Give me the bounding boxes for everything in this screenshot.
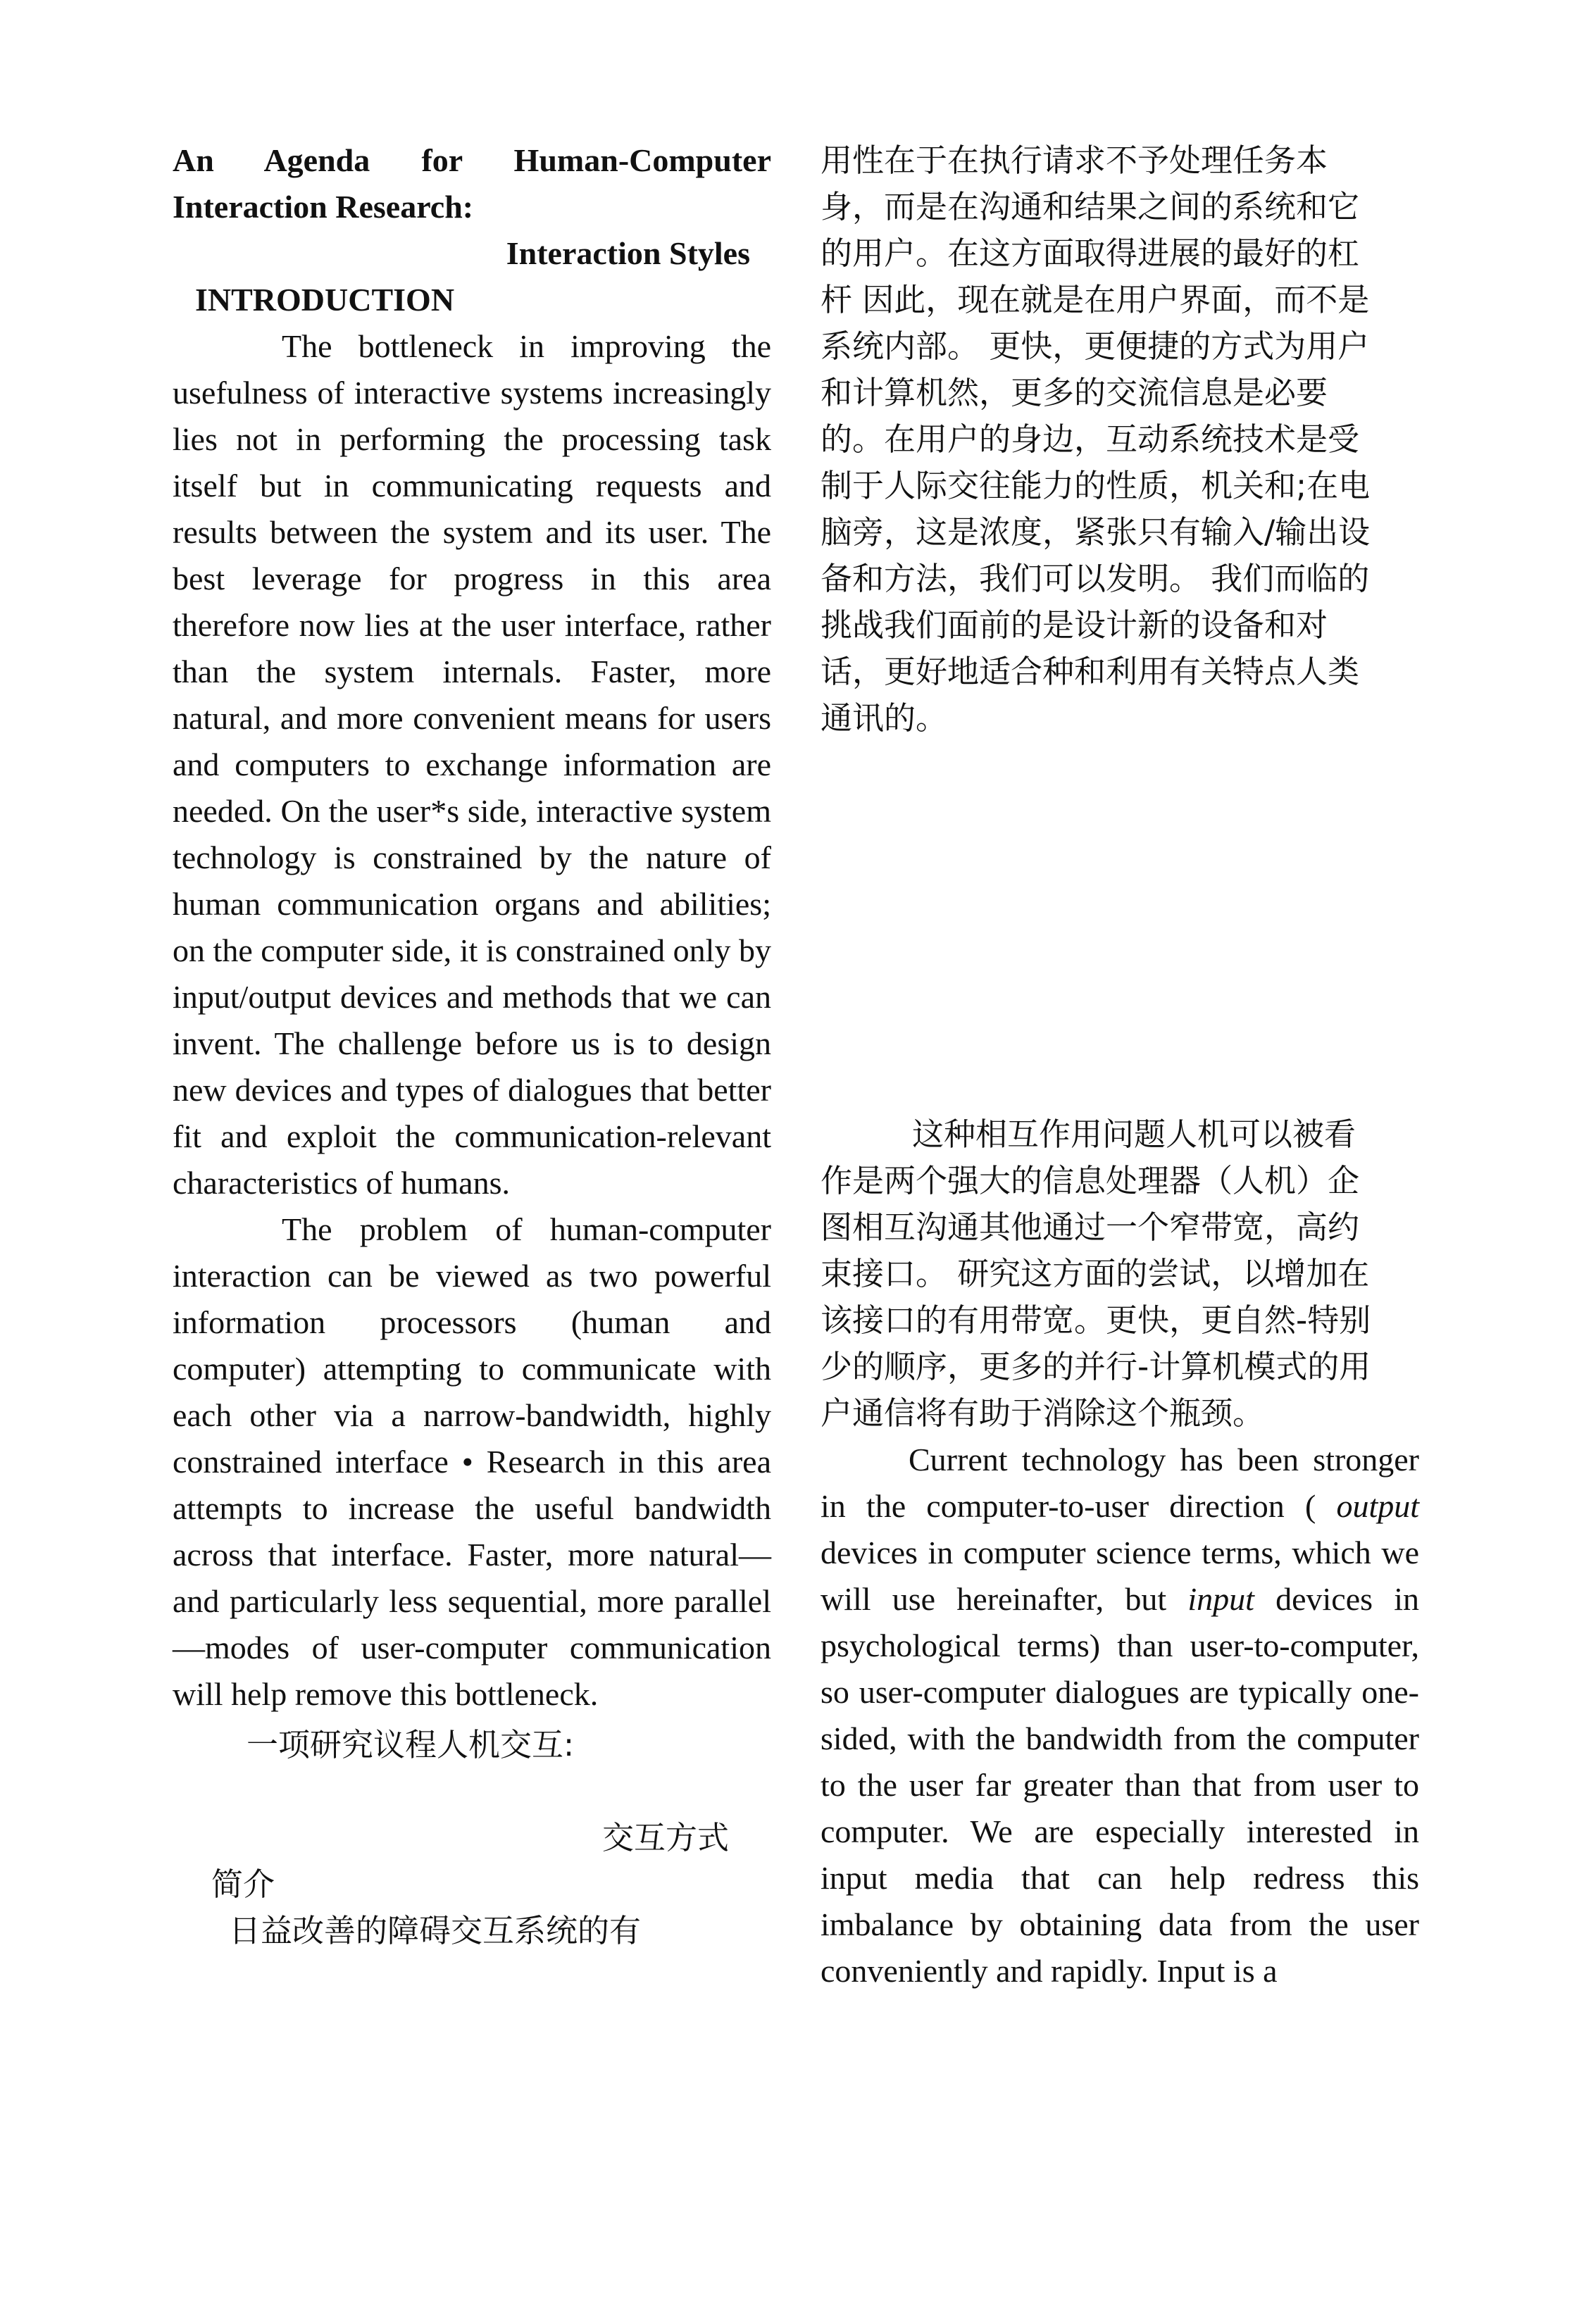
zh-title: 一项研究议程人机交互: — [247, 1726, 575, 1763]
input-term: input — [1187, 1581, 1254, 1617]
paragraph-3-text-c: devices in psychological terms) than user-to-computer, so user-computer dialogues are typically one-sided, with the bandwidth from the computer to the user far greater than that from user to computer. We are especially interested in input media that can help redress this imbalance by obtaining data from the user conveniently and rapidly. Input is a — [821, 1581, 1419, 1989]
paragraph-3-text-a: Current technology has been stronger in the computer-to-user direction ( — [821, 1442, 1419, 1524]
paragraph-3 — [821, 1437, 1419, 1994]
zh-intro-heading: 简介 — [211, 1866, 275, 1903]
paragraph-2: The problem of human-computer interaction can be viewed as two powerful information processors (human and computer) attempting to communicate with each other via a narrow-bandwidth, highly constrained interface • Research in this area attempts to increase the useful bandwidth across that interface. Faster, more natural—and particularly less sequential, more parallel—modes of user-computer communication will help remove this bottleneck. — [173, 1211, 771, 1712]
paragraph-1: The bottleneck in improving the usefulness of interactive systems increasingly lies not in performing the processing task itself but in communicating requests and results between the system and its user. The best leverage for progress in this area therefore now lies at the user interface, rather than the system internals. Faster, more natural, and more convenient means for users and computers to exchange information are needed. On the user*s side, interactive system technology is constrained by the nature of human communication organs and abilities; on the computer side, it is constrained only by input/output devices and methods that we can invent. The challenge before us is to design new devices and types of dialogues that better fit and exploit the communication-relevant characteristics of humans. — [173, 328, 771, 1201]
zh-paragraph-start: 日益改善的障碍交互系统的有 — [229, 1912, 642, 1949]
column-gap — [821, 742, 1419, 1111]
zh-paragraph-1: 用性在于在执行请求不予处理任务本身，而是在沟通和结果之间的系统和它的用户。在这方面取得进展的最好的杠杆 因此，现在就是在用户界面，而不是系统内部。 更快，更便捷的方式为用户和计算机然，更多的交流信息是必要的。在用户的身边，互动系统技术是受制于人际交往能力的性质，机关和;在电脑旁，这是浓度，紧张只有输入/输出设备和方法，我们可以发明。 我们而临的挑战我们面前的是设计新的设备和对话，更好地适合种和利用有关特点人类通讯的。 — [821, 142, 1371, 737]
paragraph-3-text-b: devices in computer science terms, which we will use hereinafter, but — [821, 1535, 1419, 1617]
right-column — [821, 137, 1419, 1994]
zh-paragraph-2: 这种相互作用问题人机可以被看作是两个强大的信息处理器（人机）企图相互沟通其他通过一个窄带宽，高约束接口。 研究这方面的尝试，以增加在该接口的有用带宽。更快，更自然-特别少的顺序，更多的并行-计算机模式的用户通信将有助于消除这个瓶颈。 — [821, 1116, 1371, 1432]
title-line-2: Interaction Research: — [173, 189, 474, 225]
subtitle: Interaction Styles — [506, 235, 750, 271]
output-term: output — [1336, 1488, 1420, 1524]
intro-heading: INTRODUCTION — [195, 282, 455, 318]
zh-subtitle: 交互方式 — [601, 1819, 729, 1856]
left-column — [173, 137, 771, 1954]
title-line-1: An Agenda for Human-Computer — [173, 142, 771, 178]
